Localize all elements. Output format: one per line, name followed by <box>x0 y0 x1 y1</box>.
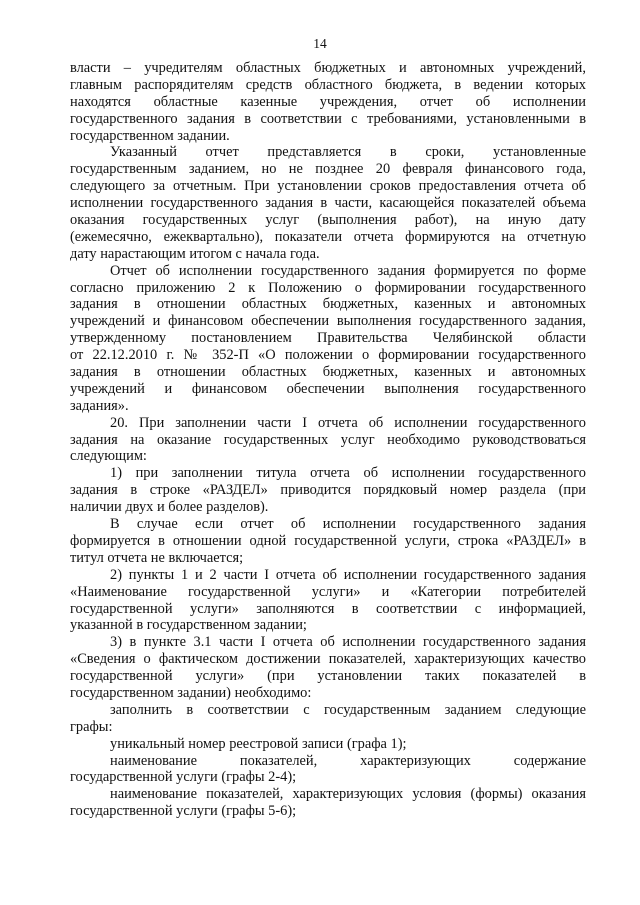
text-line: учреждений и финансовом обеспечении выполнения государственного задания, <box>70 313 586 330</box>
text-line: наименование показателей, характеризующих содержание <box>110 752 586 769</box>
text-line: государственной услуги (графы 5-6); <box>70 803 297 820</box>
text-line: указанной в государственном задании; <box>70 617 307 634</box>
text-line: 3) в пункте 3.1 части I отчета об исполнении государственного задания <box>110 634 586 651</box>
text-line: государственном задании) необходимо: <box>70 684 312 701</box>
text-line: от 22.12.2010 г. № 352-П «О положении о формировании государственного <box>70 347 586 364</box>
text-line: формируется в отношении одной государственной услуги, строка «РАЗДЕЛ» в <box>70 532 586 549</box>
text-line: государственном задании. <box>70 127 230 144</box>
text-line: «Наименование государственной услуги» и «Категории потребителей <box>70 583 586 600</box>
text-line: «Сведения о фактическом достижении показателей, характеризующих качество <box>70 651 586 668</box>
text-line: задания в отношении областных бюджетных, казенных и автономных <box>70 364 586 381</box>
text-line: государственной услуги» (при установлении таких показателей в <box>70 668 586 685</box>
text-line: дату нарастающим итогом с начала года. <box>70 245 320 262</box>
text-line: государственной услуги» заполняются в соответствии с информацией, <box>70 600 586 617</box>
text-line: 20. При заполнении части I отчета об исполнении государственного <box>110 414 586 431</box>
text-line: оказания государственных услуг (выполнения работ), на иную дату <box>70 212 586 229</box>
text-line: согласно приложению 2 к Положению о формировании государственного <box>70 279 586 296</box>
text-line: утвержденному постановлением Правительства Челябинской области <box>70 330 586 347</box>
text-line: следующим: <box>70 448 147 465</box>
text-line: следующего за отчетным. При установлении сроков предоставления отчета об <box>70 178 586 195</box>
text-line: Отчет об исполнении государственного задания формируется по форме <box>110 262 586 279</box>
text-line: задания в отношении областных бюджетных, казенных и автономных <box>70 296 586 313</box>
text-line: задания». <box>70 397 129 414</box>
text-line: уникальный номер реестровой записи (графа 1); <box>110 735 407 752</box>
text-line: задания на оказание государственных услуг необходимо руководствоваться <box>70 431 586 448</box>
text-line: государственным заданием, но не позднее 20 февраля финансового года, <box>70 161 586 178</box>
text-line: наименование показателей, характеризующих условия (формы) оказания <box>110 786 586 803</box>
text-line: титул отчета не включается; <box>70 549 244 566</box>
text-line: 2) пункты 1 и 2 части I отчета об исполнении государственного задания <box>110 566 586 583</box>
text-line: исполнении государственного задания в части, касающейся показателей объема <box>70 195 586 212</box>
page-number: 14 <box>313 36 327 51</box>
text-line: наличии двух и более разделов). <box>70 499 269 516</box>
text-line: задания в строке «РАЗДЕЛ» приводится порядковый номер раздела (при <box>70 482 586 499</box>
text-line: В случае если отчет об исполнении государственного задания <box>110 516 586 533</box>
text-line: 1) при заполнении титула отчета об исполнении государственного <box>110 465 586 482</box>
text-line: власти – учредителям областных бюджетных и автономных учреждений, <box>70 60 586 76</box>
text-line: заполнить в соответствии с государственным заданием следующие <box>110 701 586 718</box>
text-line: учреждений и финансовом обеспечении выполнения государственного <box>70 380 586 397</box>
text-line: находятся областные казенные учреждения, отчет об исполнении <box>70 93 586 110</box>
text-line: государственного задания в соответствии с требованиями, установленными в <box>70 110 586 127</box>
text-line: государственной услуги (графы 2-4); <box>70 769 297 786</box>
text-line: (ежемесячно, ежеквартально), показатели отчета формируются на отчетную <box>70 228 586 245</box>
text-line: главным распорядителям средств областного бюджета, в ведении которых <box>70 76 586 93</box>
text-line: Указанный отчет представляется в сроки, установленные <box>110 144 586 161</box>
text-line: графы: <box>70 718 113 735</box>
document-body <box>70 60 586 820</box>
